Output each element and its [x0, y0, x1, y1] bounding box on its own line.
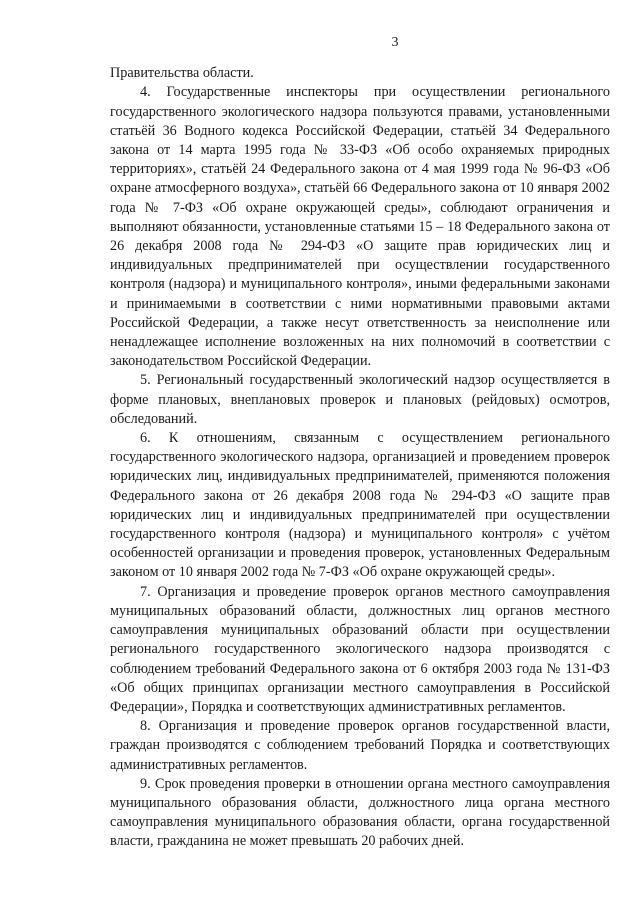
paragraph-item-7: 7. Организация и проведение проверок органов местного самоуправления муниципальных образований области, должностных лиц органов местного самоуправления муниципальных образований области при осуществлении регионального государственного экологического надзора производятся с соблюдением требований Федерального закона от 6 октября 2003 года № 131-ФЗ «Об общих принципах организации местного самоуправления в Российской Федерации», Порядка и соответствующих административных регламентов.	[110, 583, 610, 715]
paragraph-item-6: 6. К отношениям, связанным с осуществлением регионального государственного экологического надзора, организацией и проведением проверок юридических лиц, индивидуальных предпринимателей, применяются положения Федерального закона от 26 декабря 2008 года № 294-ФЗ «О защите прав юридических лиц и индивидуальных предпринимателей при осуществлении государственного контроля (надзора) и муниципального контроля» с учётом особенностей организации и проведения проверок, установленных Федеральным законом от 10 января 2002 года № 7-ФЗ «Об охране окружающей среды».	[110, 430, 610, 581]
page-number: 3	[391, 35, 399, 50]
paragraph-item-9: 9. Срок проведения проверки в отношении органа местного самоуправления муниципального образования области, должностного лица органа местного самоуправления муниципального образования области, органа государственной власти, гражданина не может превышать 20 рабочих дней.	[110, 775, 610, 850]
paragraph-item-4: 4. Государственные инспекторы при осуществлении регионального государственного экологического надзора пользуются правами, установленными статьёй 36 Водного кодекса Российской Федерации, статьёй 34 Федерального закона от 14 марта 1995 года № 33-ФЗ «Об особо охраняемых природных территориях», статьёй 24 Федерального закона от 4 мая 1999 года № 96-ФЗ «Об охране атмосферного воздуха», статьёй 66 Федерального закона от 10 января 2002 года № 7-ФЗ «Об охране окружающей среды», соблюдают ограничения и выполняют обязанности, установленные статьями 15 – 18 Федерального закона от 26 декабря 2008 года № 294-ФЗ «О защите прав юридических лиц и индивидуальных предпринимателей при осуществлении государственного контроля (надзора) и муниципального контроля», иными федеральными законами и принимаемыми в соответствии с ними нормативными правовыми актами Российской Федерации, а также несут ответственность за неисполнение или ненадлежащее исполнение возложенных на них полномочий в соответствии с законодательством Российской Федерации.	[110, 84, 610, 370]
paragraph-continuation: Правительства области.	[110, 65, 254, 82]
paragraph-item-5: 5. Региональный государственный экологический надзор осуществляется в форме плановых, внеплановых проверок и плановых (рейдовых) осмотров, обследований.	[110, 372, 610, 427]
paragraph-item-8: 8. Организация и проведение проверок органов государственной власти, граждан производятся с соблюдением требований Порядка и соответствующих административных регламентов.	[110, 718, 610, 773]
